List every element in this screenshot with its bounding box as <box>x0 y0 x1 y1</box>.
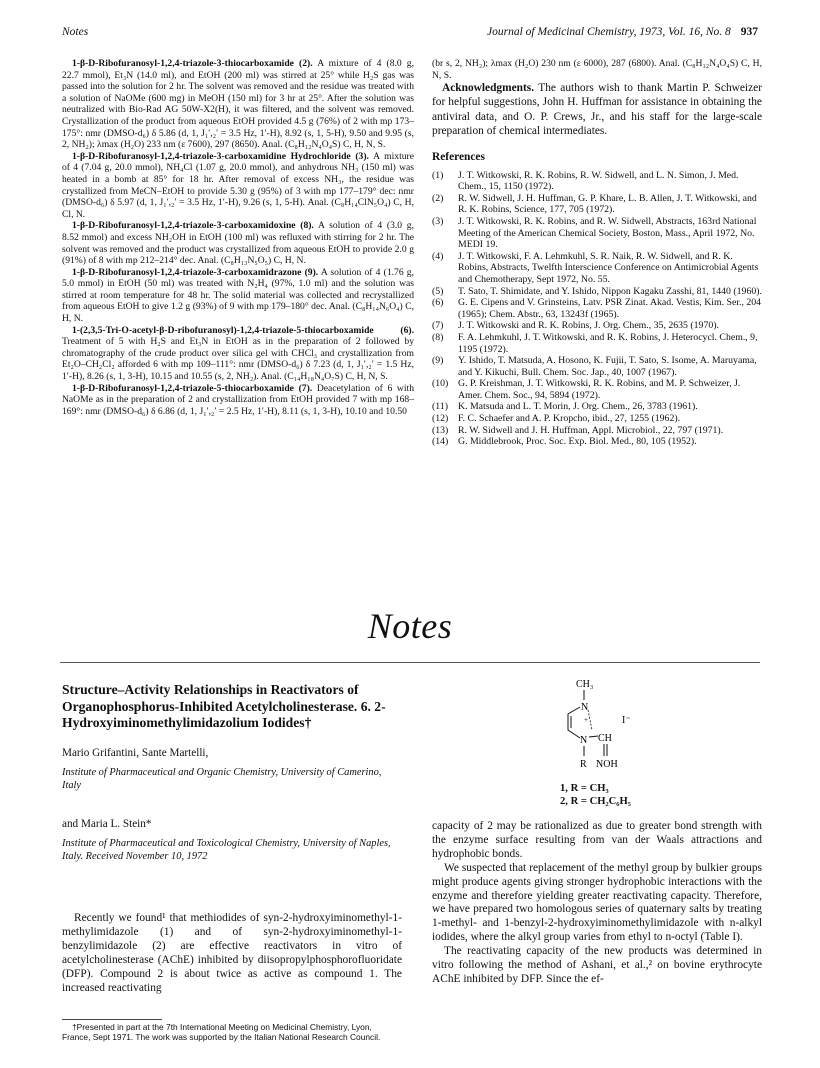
reference-item <box>432 436 762 448</box>
acknowledgments-text: The authors wish to thank Martin P. Schweizer for helpful suggestions, John H. Huffman for assistance in obtaining the antiviral data, and O. P. Crews, Jr., and his staff for the large-scale preparation of chemical intermediates. <box>432 82 762 137</box>
reference-number: (1) <box>432 169 444 181</box>
experimental-column <box>62 58 414 417</box>
reference-item <box>432 297 762 320</box>
reference-text: T. Sato, T. Shimidate, and Y. Ishido, Nippon Kagaku Zasshi, 81, 1440 (1960). <box>458 285 762 297</box>
reference-number: (13) <box>432 424 449 436</box>
reference-number: (12) <box>432 413 449 425</box>
reference-item <box>432 286 762 298</box>
reference-item <box>432 193 762 216</box>
experimental-text: A solution of 4 (1.76 g, 5.0 mmol) in EtOH (50 ml) was treated with N₂H₄ (97%, 1.0 ml) and the solution was stirred at room temperature for 48 hr. The solid material was collected and recrystallized from aqueous EtOH to give 1.2 g (93%) of 9 with mp 179–180° dec. Anal. (C₈H₁₄N₆O₄) C, H, N. <box>62 266 414 325</box>
article-body-left <box>62 912 402 995</box>
experimental-text: A mixture of 4 (7.04 g, 20.0 mmol), NH₄Cl (1.07 g, 20.0 mmol), and anhydrous NH₃ (150 ml) was heated in a bomb at 85° for 18 hr. After removal of excess NH₃, the residue was crystallized from MeCN–EtOH to provide 5.30 g (95%) of 3 with mp 177–179° dec: nmr (DMSO-d₆) δ 5.97 (d, 1, J₁′,₂′ = 3.5 Hz, 1′-H), 9.26 (s, 1, 5-H). Anal. (C₈H₁₄ClN₅O₄) C, H, Cl, N. <box>62 150 415 220</box>
acknowledgments-heading: Acknowledgments. <box>442 82 535 95</box>
reference-text: J. T. Witkowski and R. K. Robins, J. Org. Chem., 35, 2635 (1970). <box>458 320 719 332</box>
acknowledgments <box>432 81 762 138</box>
r-group-label: R <box>580 759 587 770</box>
ch-bond <box>589 736 598 737</box>
experimental-text: Deacetylation of 6 with NaOMe as in the preparation of 2 and crystallization from EtOH provided 7 with mp 168–169°: nmr (DMSO-d₆) δ 6.86 (d, 1, J₁′,₂′ = 2.5 Hz, 1′-H), 8.11 (s, 1, 3-H), 10.10 and 10.50 <box>62 382 414 417</box>
compound-heading: 1-(2,3,5-Tri-O-acetyl-β-D-ribofuranosyl)-1,2,4-triazole-5-thiocarboxamide (6). <box>72 324 414 336</box>
body-paragraph: We suspected that replacement of the methyl group by bulkier groups might produce agents giving stronger hydrophobic interactions with the enzyme and therefore yielding greater reactivating capacity. Therefore, we have prepared two homologous series of quaternary salts by treating 1-methyl- and 1-benzyl-2-hydroxyiminomethylimidazole with n-alkyl iodides, where the alkyl group varies from ethyl to n-octyl (Table I). <box>432 861 762 944</box>
reference-number: (2) <box>432 192 444 204</box>
ring-nitrogen-bottom: N <box>580 735 588 746</box>
oxime-label: NOH <box>596 759 618 770</box>
reference-number: (4) <box>432 250 444 262</box>
reference-item <box>432 425 762 437</box>
reference-text: J. T. Witkowski, R. K. Robins, R. W. Sidwell, and L. N. Simon, J. Med. Chem., 15, 1150 (1972). <box>458 169 739 193</box>
experimental-paragraph <box>62 220 414 266</box>
reference-text: F. C. Schaefer and A. P. Kropcho, ibid., 27, 1255 (1962). <box>458 413 681 425</box>
experimental-paragraph <box>62 383 414 418</box>
page-number: 937 <box>740 26 758 38</box>
reference-text: R. W. Sidwell and J. H. Huffman, Appl. Microbiol., 22, 797 (1971). <box>458 424 724 436</box>
body-paragraph: Recently we found¹ that methiodides of syn-2-hydroxyiminomethyl-1-methylimidazole (1) and of syn-2-hydroxyiminomethyl-1-benzylimidazole (2) are effective reactivators in vitro of acetylcholinesterase (AChE) inhibited by diisopropylphosphorofluoridate (DFP). Compound 2 is about twice as active as compound 1. The increased reactivating <box>62 912 402 994</box>
experimental-paragraph <box>62 325 414 383</box>
running-head-left: Notes <box>62 26 89 38</box>
footnote-rule <box>62 1019 162 1020</box>
reference-item <box>432 320 762 332</box>
reference-item <box>432 378 762 401</box>
reference-item <box>432 251 762 286</box>
reference-item <box>432 216 762 251</box>
methine-label: CH <box>598 733 612 744</box>
reference-item <box>432 413 762 425</box>
reference-text: G. E. Cipens and V. Grinsteins, Latv. PSR Zinat. Akad. Vestis, Kim. Ser., 204 (1965); Chem. Abstr., 63, 13243f (1965). <box>458 297 762 320</box>
reference-text: R. W. Sidwell, J. H. Huffman, G. P. Khare, L. B. Allen, J. T. Witkowski, and R. K. Robins, Science, 177, 705 (1972). <box>458 192 757 216</box>
journal-citation: Journal of Medicinal Chemistry, 1973, Vol. 16, No. 8 <box>487 26 731 38</box>
authors-second: and Maria L. Stein* <box>62 818 152 830</box>
reference-text: F. A. Lehmkuhl, J. T. Witkowski, and R. K. Robins, J. Heterocycl. Chem., 9, 1195 (1972). <box>458 331 758 355</box>
authors-first: Mario Grifantini, Sante Martelli, <box>62 747 209 759</box>
reference-number: (7) <box>432 320 444 332</box>
body-paragraph: capacity of 2 may be rationalized as due to greater bond strength with the enzyme surface resulting from van der Waals attractions and hydrophobic bonds. <box>432 820 762 860</box>
structure-caption <box>560 783 631 808</box>
compound-heading: 1-β-D-Ribofuranosyl-1,2,4-triazole-3-carboxamidine Hydrochloride (3). <box>72 150 369 162</box>
affiliation-second: Institute of Pharmaceutical and Toxicological Chemistry, University of Naples, Italy. Received November 10, 1972 <box>62 838 391 862</box>
reference-number: (3) <box>432 215 444 227</box>
reference-item <box>432 401 762 413</box>
reference-number: (8) <box>432 331 444 343</box>
right-top-column <box>432 58 762 448</box>
body-paragraph: The reactivating capacity of the new products was determined in vitro following the method of Ashani, et al.,² on bovine erythrocyte AChE inhibited by DFP. Since the ef- <box>432 945 762 985</box>
compound-heading: 1-β-D-Ribofuranosyl-1,2,4-triazole-3-thiocarboxamide (2). <box>72 58 313 69</box>
section-divider <box>60 662 760 663</box>
ring-nitrogen-top: N <box>581 702 589 713</box>
reference-text: K. Matsuda and L. T. Morin, J. Org. Chem., 26, 3783 (1961). <box>458 401 698 413</box>
experimental-paragraph <box>62 151 414 221</box>
iodide-label: I⁻ <box>622 715 631 726</box>
reference-text: J. T. Witkowski, F. A. Lehmkuhl, S. R. Naik, R. W. Sidwell, and R. K. Robins, Abstracts, Twelfth Interscience Conference on Antimicrobial Agents and Chemotherapy, Sept 1972, No. 55. <box>458 250 759 285</box>
reference-text: G. Middlebrook, Proc. Soc. Exp. Biol. Med., 80, 105 (1952). <box>458 436 697 448</box>
reference-text: J. T. Witkowski, R. K. Robins, and R. W. Sidwell, Abstracts, 163rd National Meeting of the American Chemical Society, Boston, Mass., April 1972, No. MEDI 19. <box>458 215 757 251</box>
experimental-text: A mixture of 4 (8.0 g, 22.7 mmol), Et₃N (14.0 ml), and EtOH (200 ml) was stirred at 25° while H₂S gas was passed into the solution for 2 hr. The solvent was removed and the residue was treated with a solution of NaOMe (600 mg) in MeOH (150 ml) for 3 hr at 25°. After the solution was neutralized with Bio-Rad AG 50W-X2(H), it was filtered, and the solvent was removed. Crystallization of the product from aqueous EtOH provided 4.5 g (76%) of 2 with mp 173–175°: nmr (DMSO-d₆) δ 5.86 (d, 1, J₁′,₂′ = 3.5 Hz, 1′-H), 8.92 (s, 1, 5-H), 9.50 and 9.95 (s, 2, NH₂); λmax (H₂O) 233 nm (ε 7600), 297 (8650). Anal. (C₈H₁₂N₄O₄S) C, H, N, S. <box>62 58 415 151</box>
compound-heading: 1-β-D-Ribofuranosyl-1,2,4-triazole-3-carboxamidoxine (8). <box>72 220 314 232</box>
methyl-label: CH₃ <box>576 679 594 690</box>
ring-bonds-left <box>568 707 580 738</box>
footnote: †Presented in part at the 7th International Meeting on Medicinal Chemistry, Lyon, France, Sept 1971. The work was supported by the Italian National Research Council. <box>62 1022 381 1043</box>
reference-number: (6) <box>432 297 444 309</box>
experimental-text: A solution of 4 (3.0 g, 8.52 mmol) and excess NH₂OH in EtOH (100 ml) was refluxed with stirring for 2 hr. The solvent was removed and the product was crystallized from aqueous EtOH to provide 2.0 g (91%) of 8 with mp 212–214° dec. Anal. (C₈H₁₃N₅O₅) C, H, N. <box>62 220 415 267</box>
reference-text: Y. Ishido, T. Matsuda, A. Hosono, K. Fujii, T. Sato, S. Isome, A. Maruyama, and Y. Kikuchi, Bull. Chem. Soc. Jap., 40, 1007 (1967). <box>458 355 757 378</box>
reference-number: (14) <box>432 436 449 448</box>
experimental-text: Treatment of 5 with H₂S and Et₃N in EtOH as in the preparation of 2 followed by chromatography of the crude product over silica gel with CHCl₃ and crystallization from Et₂O–CH₂Cl₂ afforded 6 with mp 109–111°: nmr (DMSO-d₆) δ 7.23 (d, 1, J₁′,₂′ = 1.5 Hz, 1′-H), 8.26 (s, 1, 3-H), 10.15 and 10.55 (s, 2, NH₂). Anal. (C₁₄H₁₈N₄O₇S) C, H, N, S. <box>62 336 414 383</box>
experimental-paragraph <box>62 267 414 325</box>
reference-item <box>432 355 762 378</box>
running-head-right <box>487 26 758 38</box>
structure-caption-2: 2, R = CH₂C₆H₅ <box>560 795 631 807</box>
compound-heading: 1-β-D-Ribofuranosyl-1,2,4-triazole-3-carboxamidrazone (9). <box>72 266 319 278</box>
reference-number: (10) <box>432 378 449 390</box>
continuation-text: (br s, 2, NH₂); λmax (H₂O) 230 nm (ε 6000), 287 (6800). Anal. (C₈H₁₂N₄O₄S) C, H, N, S. <box>432 58 762 81</box>
reference-item <box>432 332 762 355</box>
reference-number: (5) <box>432 285 444 297</box>
section-title: Notes <box>367 606 453 646</box>
structure-caption-1: 1, R = CH₃ <box>560 783 609 794</box>
reference-number: (11) <box>432 401 448 413</box>
imidazolium-structure-diagram <box>560 676 680 796</box>
references-list <box>432 170 762 448</box>
experimental-paragraph <box>62 58 414 151</box>
article-body-right <box>432 820 762 987</box>
article-title: Structure–Activity Relationships in Reactivators of Organophosphorus-Inhibited Acetylcholinesterase. 6. 2-Hydroxyiminomethylimidazolium Iodides† <box>62 682 386 731</box>
reference-item <box>432 170 762 193</box>
references-heading: References <box>432 151 485 163</box>
charge-sign: + <box>584 716 588 724</box>
reference-text: G. P. Kreishman, J. T. Witkowski, R. K. Robins, and M. P. Schweizer, J. Amer. Chem. Soc., 94, 5894 (1972). <box>458 378 741 401</box>
reference-number: (9) <box>432 355 444 367</box>
compound-heading: 1-β-D-Ribofuranosyl-1,2,4-triazole-5-thiocarboxamide (7). <box>72 382 313 394</box>
ring-bond-dashed <box>588 710 592 730</box>
affiliation-first: Institute of Pharmaceutical and Organic Chemistry, University of Camerino, Italy <box>62 767 382 791</box>
